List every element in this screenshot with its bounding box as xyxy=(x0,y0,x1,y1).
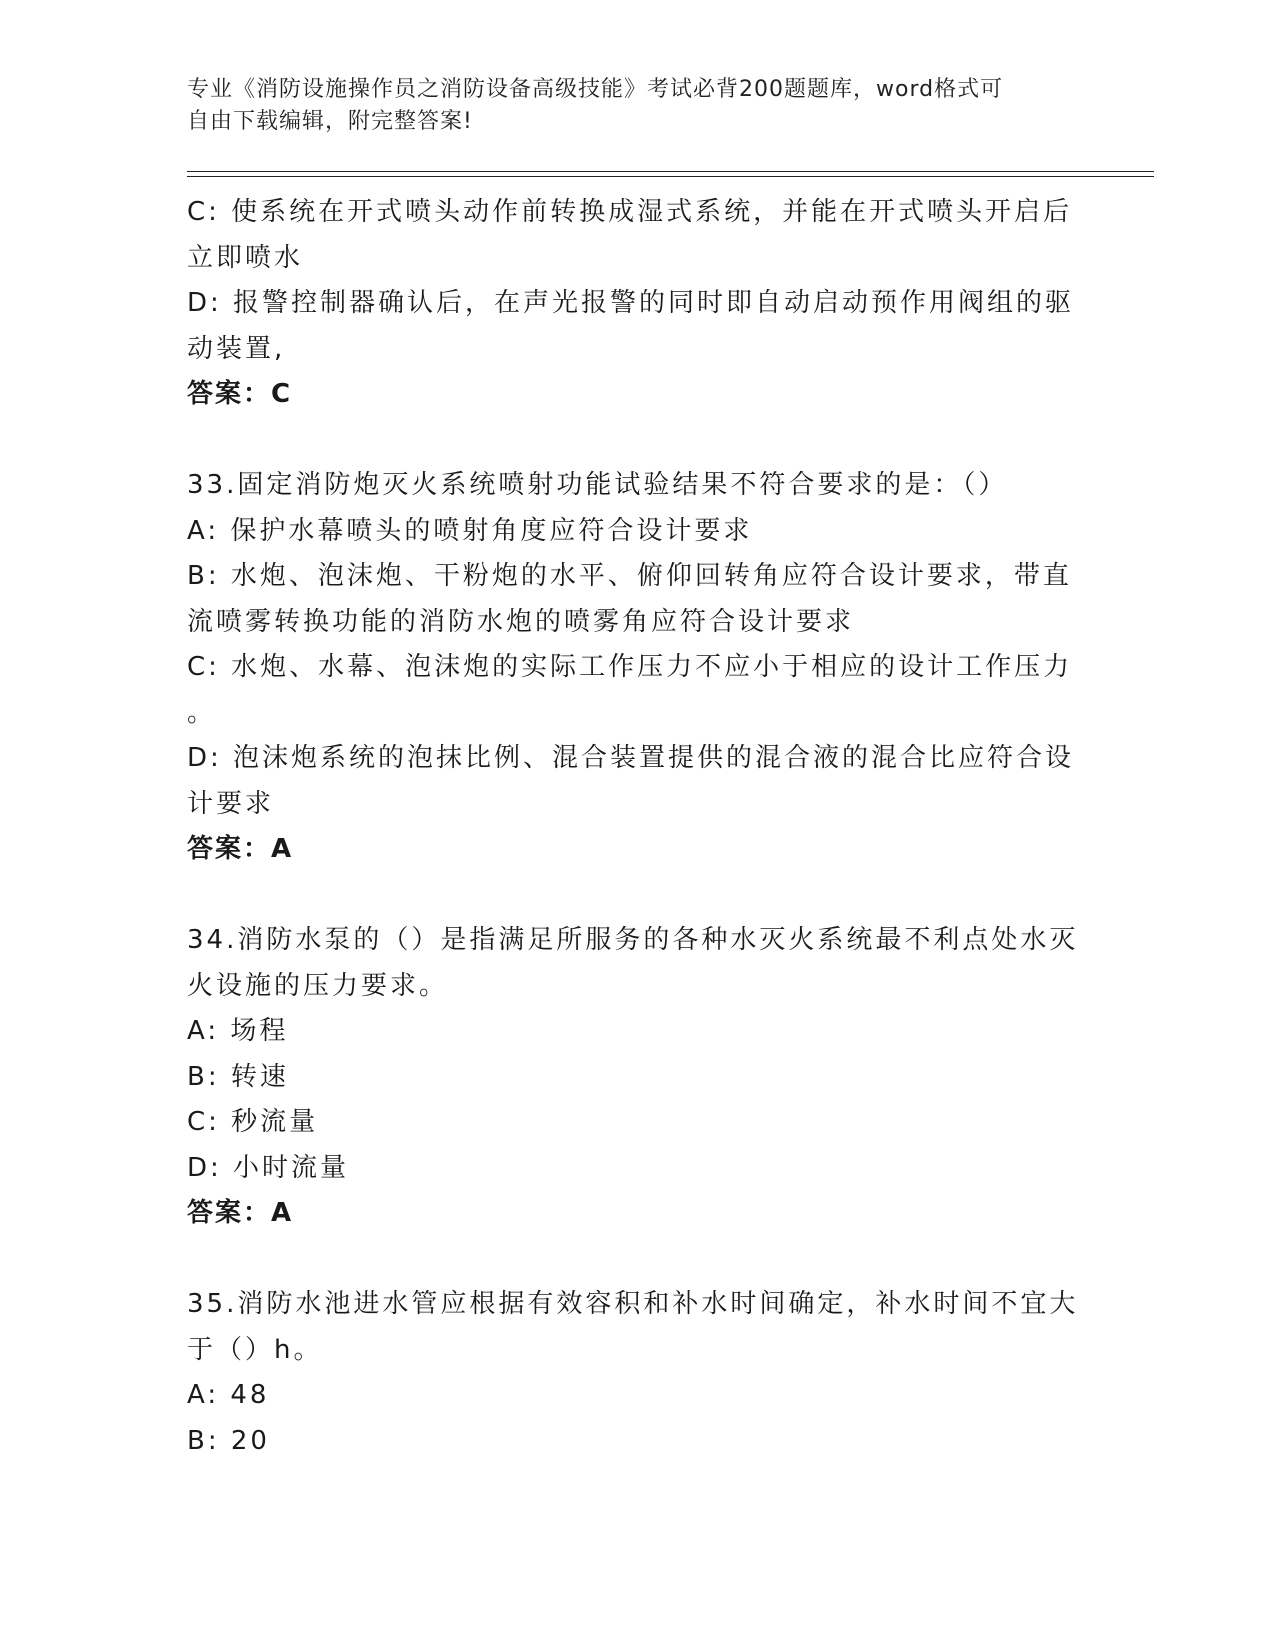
q33-stem: 33.固定消防炮灭火系统喷射功能试验结果不符合要求的是：（） xyxy=(187,470,1008,500)
header-title-line-2: 自由下载编辑，附完整答案! xyxy=(187,109,473,134)
q33-option-c-line-2: 。 xyxy=(187,697,217,728)
q33-option-b-line-1: B: 水炮、泡沫炮、干粉炮的水平、俯仰回转角应符合设计要求，带直 xyxy=(187,561,1072,591)
q33-option-b-line-2: 流喷雾转换功能的消防水炮的喷雾角应符合设计要求 xyxy=(187,606,855,637)
q34-stem-line-1: 34.消防水泵的（）是指满足所服务的各种水灭火系统最不利点处水灭 xyxy=(187,925,1079,955)
q35-option-a: A: 48 xyxy=(187,1380,270,1410)
q34-answer: 答案：A xyxy=(187,1198,294,1228)
header-rule-top xyxy=(187,171,1154,172)
q34-option-d: D: 小时流量 xyxy=(187,1152,350,1183)
q34-option-b: B: 转速 xyxy=(187,1061,289,1092)
q32-option-c-line-1: C: 使系统在开式喷头动作前转换成湿式系统，并能在开式喷头开启后 xyxy=(187,197,1073,227)
q34-stem-line-2: 火设施的压力要求。 xyxy=(187,970,449,1001)
q34-option-c: C: 秒流量 xyxy=(187,1107,319,1137)
question-35 xyxy=(187,1282,1079,1464)
q35-option-b: B: 20 xyxy=(187,1425,270,1456)
q35-stem-line-2: 于（）h。 xyxy=(187,1334,323,1365)
q32-option-d-line-1: D: 报警控制器确认后，在声光报警的同时即自动启动预作用阀组的驱 xyxy=(187,288,1075,318)
q33-option-d-line-2: 计要求 xyxy=(187,788,275,819)
spacer xyxy=(187,418,1067,464)
spacer xyxy=(187,873,1067,919)
q33-option-d-line-1: D: 泡沫炮系统的泡抹比例、混合装置提供的混合液的混合比应符合设 xyxy=(187,743,1075,773)
q33-answer: 答案：A xyxy=(187,834,294,864)
question-34 xyxy=(187,918,1079,1237)
q35-stem-line-1: 35.消防水池进水管应根据有效容积和补水时间确定，补水时间不宜大 xyxy=(187,1289,1079,1319)
q33-option-a: A: 保护水幕喷头的喷射角度应符合设计要求 xyxy=(187,515,753,546)
q32-answer: 答案：C xyxy=(187,379,293,409)
header-rule-bottom xyxy=(187,176,1154,177)
q32-option-d-line-2: 动装置, xyxy=(187,333,286,364)
q34-option-a: A: 场程 xyxy=(187,1016,289,1046)
question-33 xyxy=(187,463,1075,873)
q33-option-c-line-1: C: 水炮、水幕、泡沫炮的实际工作压力不应小于相应的设计工作压力 xyxy=(187,652,1073,682)
question-content xyxy=(187,190,1079,1464)
header-title-line-1: 专业《消防设施操作员之消防设备高级技能》考试必背200题题库，word格式可 xyxy=(187,77,1004,102)
question-32 xyxy=(187,190,1075,418)
spacer xyxy=(187,1237,1067,1283)
q32-option-c-line-2: 立即喷水 xyxy=(187,242,304,273)
document-header xyxy=(187,74,1067,138)
